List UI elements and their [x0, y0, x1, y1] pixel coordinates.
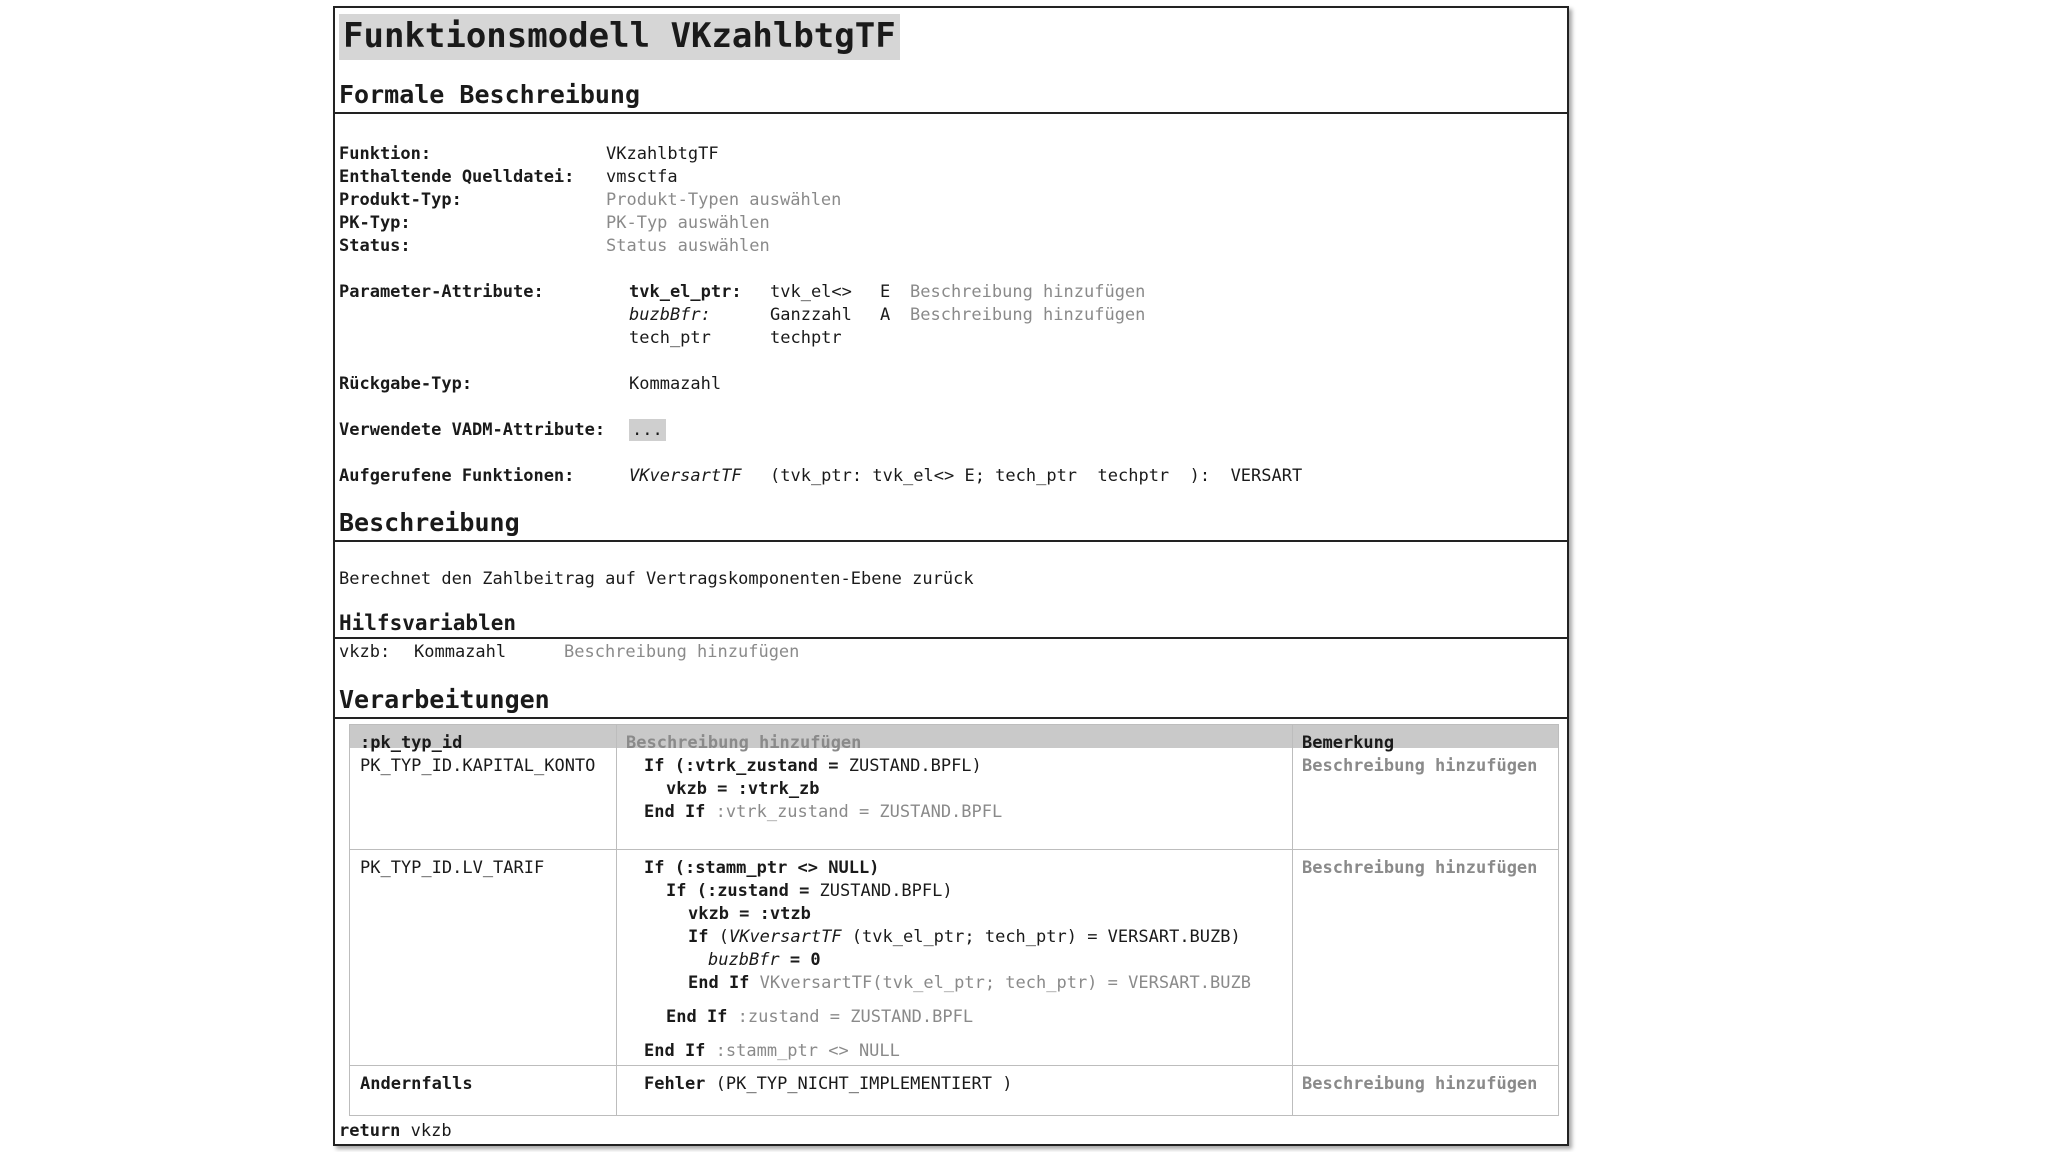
- code-text: (PK_TYP_NICHT_IMPLEMENTIERT ): [705, 1074, 1013, 1094]
- param-name: buzbBfr:: [629, 305, 711, 325]
- function-model-document: [333, 6, 1569, 1146]
- code-text: (:stamm_ptr <> NULL): [664, 858, 880, 878]
- remark-description-add[interactable]: Beschreibung hinzufügen: [1302, 858, 1538, 878]
- code-line: [688, 972, 1251, 994]
- remark-description-add[interactable]: Beschreibung hinzufügen: [1302, 1074, 1538, 1094]
- keyword: End If: [688, 973, 750, 993]
- remark-description-add[interactable]: Beschreibung hinzufügen: [1302, 756, 1538, 776]
- code-line: [644, 1040, 900, 1062]
- label-status: Status:: [339, 236, 411, 256]
- return-statement: [339, 1120, 452, 1142]
- code-text: = 0: [779, 950, 821, 970]
- processing-table: [349, 724, 1559, 1116]
- param-description-add[interactable]: Beschreibung hinzufügen: [910, 282, 1146, 302]
- function-call: VKversartTF: [728, 927, 842, 947]
- label-produkt-typ: Produkt-Typ:: [339, 190, 462, 210]
- section-heading-beschreibung: Beschreibung: [339, 508, 520, 537]
- page-title: Funktionsmodell VKzahlbtgTF: [339, 14, 900, 60]
- value-rueckgabe-typ: Kommazahl: [629, 374, 722, 394]
- table-row-key: Andernfalls: [360, 1074, 473, 1094]
- keyword: Fehler: [644, 1074, 706, 1094]
- keyword: If: [644, 756, 665, 776]
- code-comment: :zustand = ZUSTAND.BPFL: [727, 1007, 974, 1027]
- row-divider: [350, 849, 1558, 850]
- param-type: techptr: [770, 328, 842, 348]
- code-line: [644, 1073, 1012, 1095]
- label-rueckgabe-typ: Rückgabe-Typ:: [339, 374, 473, 394]
- pk-typ-selector[interactable]: PK-Typ auswählen: [606, 213, 770, 233]
- code-line: [666, 880, 953, 902]
- variable: buzbBfr: [708, 950, 780, 970]
- table-row-key: PK_TYP_ID.LV_TARIF: [360, 858, 545, 878]
- keyword: If: [644, 858, 665, 878]
- column-divider: [1292, 725, 1293, 1115]
- column-divider: [616, 725, 617, 1115]
- param-direction: A: [880, 305, 891, 325]
- section-heading-verarbeitungen: Verarbeitungen: [339, 685, 550, 714]
- param-name: tvk_el_ptr:: [629, 282, 742, 302]
- param-direction: E: [880, 282, 891, 302]
- param-type: tvk_el<>: [770, 282, 852, 302]
- value-quelldatei: vmsctfa: [606, 167, 678, 187]
- code-line: [644, 801, 1002, 823]
- code-text: vkzb: [400, 1121, 452, 1141]
- helper-var-name: vkzb:: [339, 642, 391, 662]
- label-parameter-attribute: Parameter-Attribute:: [339, 282, 544, 302]
- description-text: Berechnet den Zahlbeitrag auf Vertragskomponenten-Ebene zurück: [339, 569, 974, 589]
- code-text: ZUSTAND.BPFL): [819, 881, 953, 901]
- label-aufgerufene-funktionen: Aufgerufene Funktionen:: [339, 466, 575, 486]
- section-divider: [335, 637, 1569, 639]
- row-divider: [350, 1065, 1558, 1066]
- code-line: [708, 949, 821, 971]
- code-text: (tvk_el_ptr; tech_ptr) = VERSART.BUZB): [841, 927, 1241, 947]
- section-divider: [335, 540, 1569, 542]
- table-row-key: PK_TYP_ID.KAPITAL_KONTO: [360, 756, 596, 776]
- produkt-typ-selector[interactable]: Produkt-Typen auswählen: [606, 190, 842, 210]
- label-pk-typ: PK-Typ:: [339, 213, 411, 233]
- code-line: [644, 857, 879, 879]
- column-header-bemerkung: Bemerkung: [1302, 733, 1395, 753]
- helper-var-description-add[interactable]: Beschreibung hinzufügen: [564, 642, 800, 662]
- column-header-pk-typ-id: :pk_typ_id: [360, 733, 463, 753]
- section-divider: [335, 112, 1569, 114]
- vadm-attributes-button[interactable]: ...: [629, 419, 666, 441]
- keyword: End If: [644, 1041, 706, 1061]
- helper-var-type: Kommazahl: [414, 642, 507, 662]
- param-type: Ganzzahl: [770, 305, 852, 325]
- called-function-link[interactable]: VKversartTF: [629, 466, 742, 486]
- code-text: (: [708, 927, 729, 947]
- code-line: [644, 755, 982, 777]
- status-selector[interactable]: Status auswählen: [606, 236, 770, 256]
- section-heading-hilfsvariablen: Hilfsvariablen: [339, 611, 517, 635]
- section-divider: [335, 717, 1569, 719]
- label-funktion: Funktion:: [339, 144, 432, 164]
- code-line: vkzb = :vtrk_zb: [666, 779, 820, 799]
- code-comment: :vtrk_zustand = ZUSTAND.BPFL: [705, 802, 1003, 822]
- code-comment: VKversartTF(tvk_el_ptr; tech_ptr) = VERSART.BUZB: [749, 973, 1251, 993]
- label-vadm-attribute: Verwendete VADM-Attribute:: [339, 420, 606, 440]
- column-header-description-add[interactable]: Beschreibung hinzufügen: [626, 733, 862, 753]
- section-heading-formal: Formale Beschreibung: [339, 80, 641, 109]
- code-line: [688, 926, 1241, 948]
- keyword: If: [666, 881, 687, 901]
- code-text: (:vtrk_zustand =: [664, 756, 849, 776]
- code-line: [666, 1006, 973, 1028]
- code-text: ZUSTAND.BPFL): [848, 756, 982, 776]
- keyword: End If: [666, 1007, 728, 1027]
- keyword: End If: [644, 802, 706, 822]
- code-comment: :stamm_ptr <> NULL: [705, 1041, 900, 1061]
- code-line: vkzb = :vtzb: [688, 904, 811, 924]
- keyword: return: [339, 1121, 401, 1141]
- code-text: (:zustand =: [686, 881, 820, 901]
- keyword: If: [688, 927, 709, 947]
- label-quelldatei: Enthaltende Quelldatei:: [339, 167, 575, 187]
- param-description-add[interactable]: Beschreibung hinzufügen: [910, 305, 1146, 325]
- value-funktion: VKzahlbtgTF: [606, 144, 719, 164]
- called-function-signature: (tvk_ptr: tvk_el<> E; tech_ptr techptr ): VERSART: [770, 466, 1303, 486]
- param-name: tech_ptr: [629, 328, 711, 348]
